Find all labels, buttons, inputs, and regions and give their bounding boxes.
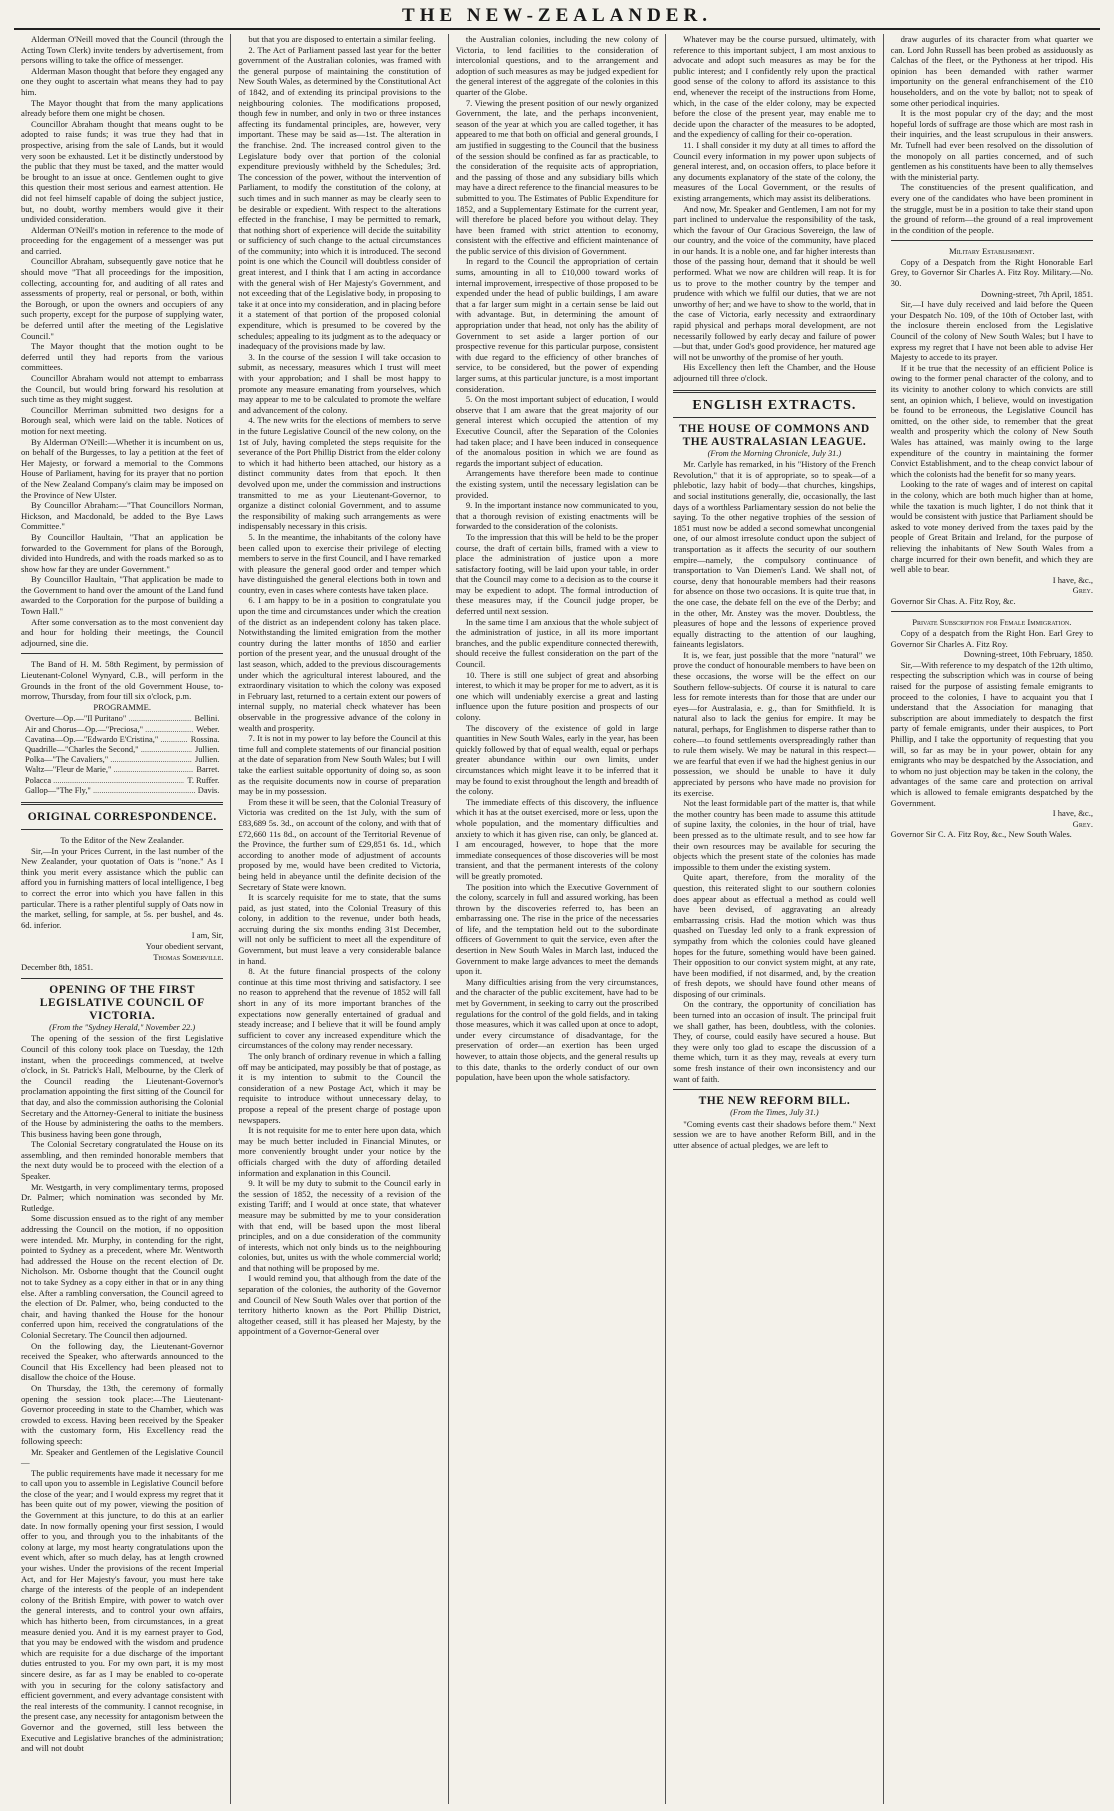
- programme-item: Overture—Op.—"Il Puritano" ..... Bellini.: [25, 714, 219, 724]
- article-paragraph: 3. In the course of the session I will take occasion to submit, as necessary, measures which I trust will meet with your approbation; and I shall be most happy to promote any measure emanating from yourselves, which may appear to me to be calculated to promote the welfare and advancement of the colony.: [238, 351, 441, 415]
- article-paragraph: The Mayor thought that the motion ought to be deferred until they had reports from the various committees.: [21, 341, 224, 373]
- article-paragraph: The only branch of ordinary revenue in which a falling off may be anticipated, may possibly be that of postage, as it is my intention to submit to the Council the consideration of a new Postage Act, which it may be requisite to introduce without unnecessary delay, to propose a repeal of the present charge of postage upon newspapers.: [238, 1051, 441, 1125]
- section-heading: ORIGINAL CORRESPONDENCE.: [27, 811, 217, 824]
- despatch-date: Downing-street, 7th April, 1851.: [980, 288, 1094, 299]
- article-paragraph: Alderman O'Neill's motion in reference to the mode of proceeding for the engagement of a messenger was put and carried.: [21, 224, 224, 256]
- programme-item: Polacca ..... T. Ruffer.: [25, 776, 219, 786]
- article-paragraph: but that you are disposed to entertain a similar feeling.: [248, 34, 436, 44]
- despatch-intro: Copy of a Despatch from the Right Honorable Earl Grey, to Governor Sir Charles A. Fitz Roy. Military.—No. 30.: [890, 256, 1094, 289]
- programme-item: Polka—"The Cavaliers," ..... Jullien.: [25, 755, 219, 765]
- article-paragraph: 6. I am happy to be in a position to congratulate you upon the time and circumstances under which the creation of the district as an independent colony has taken place. Notwithstanding the limited emigration from the mother country during the latter months of 1850 and earlier portion of the present year, and the unusual drought of the last season, which, added to the previous discouragements under which the agricultural interest laboured, and the extraordinary visitation to which the colony was exposed in February last, returned to a certain extent our powers of internal supply, no material check whatever has been observable in the progressive advance of the colony in wealth and prosperity.: [238, 595, 441, 733]
- article-paragraph: Councillor Abraham would not attempt to embarrass the Council, but would bring forward his resolution at such time as they might suggest.: [21, 373, 224, 405]
- letter-signature: Thomas Somerville.: [153, 951, 224, 962]
- article-paragraph: Alderman Mason thought that before they engaged any one they ought to ascertain what means they had to pay him.: [21, 65, 224, 97]
- article-paragraph: By Councillor Haultain, "That application be made to the Government to hand over the amount of the Land fund awarded to the Corporation for the purpose of building a Town Hall.": [21, 574, 224, 617]
- divider: [21, 802, 223, 805]
- article-paragraph: On Thursday, the 13th, the ceremony of formally opening the session took place:—The Lieutenant-Governor proceeding in state to the Chamber, which was crowded to excess. Having been received by the Speaker with the customary form, His Excellency read the following speech:: [21, 1382, 224, 1446]
- article-paragraph: From these it will be seen, that the Colonial Treasury of Victoria was credited on the 1st July, with the sum of £83,689 5s. 3d., on account of the colony, and with that of £72,660 11s 8d., on account of the Territorial Revenue of the Province, the further sum of £29,851 6s. 1d., which according to another mode of adjustment of accounts proposed by me, would have been credited to Victoria, being held in abeyance until the definite decision of the Secretary of State were known.: [238, 796, 441, 892]
- despatch-recipient: Governor Sir C. A. Fitz Roy, &c., New South Wales.: [890, 829, 1072, 840]
- article-paragraph: It is the most popular cry of the day; and the most hopeful lords of suffrage are those which are most rash in their inquiries, and the least scrupulous in their answers. Mr. Tufnell had ever been resolved on the dissolution of the monopoly on all parties concerned, and of such gentlemen as his constituents have been to ally themselves with the ministerial party.: [890, 108, 1094, 182]
- column-3: [449, 34, 666, 1804]
- despatch-close: I have, &c.,: [1052, 808, 1094, 819]
- article-paragraph: I would remind you, that although from the date of the separation of the colonies, the authority of the Governor and Council of New South Wales over that portion of the territory hitherto known as the Port Phillip District, altogether ceased, still it has pleased her Majesty, by the appointment of a Governor-General over: [238, 1273, 441, 1337]
- source-line: (From the Times, July 31.): [730, 1108, 819, 1118]
- programme-item: Air and Chorus—Op.—"Preciosa," ..... Weber.: [25, 725, 219, 735]
- section-heading: Private Subscription for Female Immigration.: [912, 617, 1072, 628]
- article-heading: THE NEW REFORM BILL.: [698, 1095, 851, 1108]
- columns: [14, 34, 1100, 1804]
- article-paragraph: 5. In the meantime, the inhabitants of the colony have been called upon to exercise their privilege of electing members to serve in the first Council, and I have remarked with pleasure the general good order and temper which have distinguished the general elections both in town and country, even in cases where contests have taken place.: [238, 531, 441, 595]
- article-heading: THE HOUSE OF COMMONS AND THE AUSTRALASIAN LEAGUE.: [679, 422, 870, 448]
- programme-item: Waltz—"Fleur de Marie," ..... Barret.: [25, 765, 219, 775]
- article-paragraph: To the impression that this will be held to be the proper course, the draft of certain bills, framed with a view to place the administration of justice upon a more satisfactory footing, will be laid upon your table, in order that the Council may come to a decision as to the course it may be expedient to adopt. The formal introduction of these measures may, if the Council judge proper, be deferred until next session.: [455, 531, 659, 617]
- article-paragraph: "Coming events cast their shadows before them." Next session we are to have another Reform Bill, and in the utter absence of actual pledges, we are left to: [673, 1118, 876, 1150]
- column-1: [14, 34, 231, 1804]
- article-paragraph: Mr. Speaker and Gentlemen of the Legislative Council—: [21, 1446, 224, 1468]
- article-paragraph: Looking to the rate of wages and of interest on capital in the colony, which are both much higher than at home, while the taxation is much lighter, I do not think that it would be consistent with justice that Parliament should be asked to vote money derived from the taxes paid by the people of Great Britain and Ireland, for the purpose of relieving the inhabitants of New South Wales from a charge incurred for their own benefit, and which they are well able to bear.: [890, 479, 1094, 575]
- divider: [21, 653, 223, 654]
- article-paragraph: Not the least formidable part of the matter is, that while the mother country has been made to assume this attitude of supine laxity, the colonies, in the hour of trial, have been pressed as to the ultimate result, and to see how far their own resources may be available for securing the objects which the present state of the colonies has made impossible to them under the existing system.: [673, 798, 876, 872]
- programme-item: Gallop—"The Fly," ..... Davis.: [25, 786, 219, 796]
- band-notice: The Band of H. M. 58th Regiment, by permission of Lieutenant-Colonel Wynyard, C.B., will perform in the Grounds in the front of the old Government House, to-morrow, Thursday, from four till six o'clock, p.m.: [21, 659, 224, 702]
- section-heading: Military Establishment.: [949, 246, 1035, 257]
- programme-label: PROGRAMME.: [93, 701, 151, 712]
- article-paragraph: On the contrary, the opportunity of conciliation has been turned into an occasion of insult. The principal fruit we shall gather, has been, doubtless, with the colonies. They, of course, could easily have secured a house. But they were only too glad to escape the discussion of a theme which, turn it as they may, reveals at every turn some fresh instance of their own inconsistency and our want of faith.: [673, 999, 876, 1084]
- article-paragraph: Whatever may be the course pursued, ultimately, with reference to this important subject, I am most anxious to advocate and adopt such measures as may be for the public interest; and I confidently rely upon the practical good sense of the colony to afford its assistance to this end, whenever the receipt of the instructions from Home, which, in the case of the elder colony, may be expected before the close of the present year, may enable me to decide upon the character of the measures to be adopted, and the expediency of calling for their co-operation.: [673, 34, 876, 140]
- article-paragraph: By Councillor Abraham:—"That Councillors Norman, Hickson, and Macdonald, be added to the Bye Laws Committee.": [21, 500, 224, 532]
- article-paragraph: 10. There is still one subject of great and absorbing interest, to which it may be proper for me to advert, as it is one which will undeniably exercise a great and lasting influence upon the future position and prospects of our colony.: [455, 669, 659, 722]
- divider: [891, 240, 1093, 241]
- article-paragraph: And now, Mr. Speaker and Gentlemen, I am not for my part inclined to undervalue the responsibility of the task, which the favour of Our Gracious Sovereign, the law of our country, and the voice of the community, have placed in our hands. It is a noble one, and far higher interests than those of the passing hour, demand that it should be well performed. What we now are children will reap. It is for us to prove to the mother country by the temper and prudence with which we fulfil our duties, that we are not unworthy of her; and we have to show to the world, that in the case of Victoria, early necessity and extraordinary rapid physical and perhaps moral development, are not necessarily followed by early decay and failure of power—but that, under God's good providence, her matured age will not be unworthy of the promise of her youth.: [673, 203, 876, 362]
- article-paragraph: By Councillor Haultain, "That an application be forwarded to the Government for plans of the Borough, divided into Hundreds, and with the roads marked so as to show how far they are under Government.": [21, 531, 224, 574]
- source-line: (From the "Sydney Herald," November 22.): [49, 1022, 196, 1032]
- article-paragraph: 11. I shall consider it my duty at all times to afford the Council every information in my power upon subjects of general interest, and, on occasion offers, to place before it any documents explanatory of the state of the colony, the measures of the Local Government, or the results of existing arrangements, which may assist its deliberations.: [673, 139, 876, 203]
- article-paragraph: Many difficulties arising from the very circumstances, and the character of the public excitement, have had to be met by Government, in seeking to carry out the proscribed regulations for the control of the gold fields, and in taking those measures, which it was called upon at once to adopt, under every circumstance of disadvantage, for the preservation of order—an exertion has been urged however, to attain those objects, and the general results up to this date, thanks to the orderly conduct of our own population, have been upon the whole satisfactory.: [455, 976, 659, 1083]
- article-paragraph: The position into which the Executive Government of the colony, scarcely in full and assured working, has been thrown by the discoveries referred to, has been an embarrassing one. The rise in the price of the necessaries of life, and the temptation held out to the subordinate officers of Government to quit the service, even after the desertion in New South Wales in March last, induced the Government to make large advances to meet the demands upon it.: [455, 881, 659, 977]
- article-paragraph: Councillor Merriman submitted two designs for a Borough seal, which were laid on the table. Notices of motion for next meeting.: [21, 404, 224, 436]
- despatch-recipient: Governor Sir Chas. A. Fitz Roy, &c.: [890, 595, 1016, 606]
- article-paragraph: Arrangements have therefore been made to continue the existing system, until the necessary legislation can be provided.: [455, 468, 659, 500]
- article-paragraph: 4. The new writs for the elections of members to serve in the future Legislative Council of the new colony, on the 1st of July, having completed the steps requisite for the severance of the Port Phillip District from the elder colony to which it had hitherto been attached, our history as a distinct community dates from that epoch. It then devolved upon me, under the commission and instructions transmitted to me as your Lieutenant-Governor, to organize a distinct colonial Government, and to assume the responsibility of making such arrangements as were indispensably necessary in this crisis.: [238, 415, 441, 532]
- despatch-intro: Copy of a despatch from the Right Hon. Earl Grey to Governor Sir Charles A. Fitz Roy.: [890, 628, 1094, 649]
- letter-body: Sir,—In your Prices Current, in the last number of the New Zealander, your quotation of Oats is "none." As I think you merit every assistance which the public can afford you in furnishing matters of local intelligence, I beg to correct the error into which you have fallen in this particular. There is a rather plentiful supply of Oats now in the market, selling, for sample, at 5s. per bushel, and 4s. 6d. inferior.: [21, 845, 224, 930]
- article-paragraph: The constituencies of the present qualification, and every one of the candidates who have been prominent in the struggle, must be in a position to take their stand upon the ground of reform—the ground of a real improvement in the condition of the people.: [890, 182, 1094, 235]
- letter-close: I am, Sir,: [191, 930, 224, 941]
- letter-close: Your obedient servant,: [145, 940, 224, 951]
- letter-address: To the Editor of the New Zealander.: [60, 835, 185, 846]
- article-paragraph: draw augurles of its character from what quarter we can. Lord John Russell has been probed as assiduously as Calchas of the fleet, or the Pythoness at her tripod. His opinion has been demanded with rather warmer importunity on the general enfranchisement of the £10 householders, and on the vote by ballot; not to speak of some other periodical inquiries.: [890, 34, 1094, 108]
- article-paragraph: Mr. Westgarth, in very complimentary terms, proposed Dr. Palmer; which nomination was seconded by Mr. Rutledge.: [21, 1181, 224, 1213]
- article-paragraph: By Alderman O'Neill:—Whether it is incumbent on us, on behalf of the Burgesses, to lay a petition at the feet of Her Majesty, or forward a memorial to the Commons House of Parliament, having for its prayer that no portion of the New Zealand Company's claim may be imposed on the Province of New Ulster.: [21, 436, 224, 500]
- article-paragraph: It is, we fear, just possible that the more "natural" we prove the conduct of honourable members to have been on these occasions, the worse will be the effect on our Southern fellow-subjects. Of course it is natural to care less for remote interests than for those that are under our eyes—for Australasia, e. g., than for Smithfield. It is natural also to lack the genius for empire. It may be natural, perhaps, for Englishmen to disperse rather than to cohere—to found settlements overspreadingly rather than to rule them wisely. We may be natural in this respect—we are fearful that even if we had the highest genius in our possession, we should be unable to have it duly appreciated by persons who have made no provision for its exercise.: [673, 649, 876, 798]
- article-paragraph: The public requirements have made it necessary for me to call upon you to assemble in Legislative Council before the close of the year; and I would express my regret that it has been quite out of my power, viewing the position of the Government at this juncture, to do this at an earlier date. In now formally opening your first session, I would offer to you, and through you to the inhabitants of the colony at large, my most hearty congratulations upon the event which, after so much delay, has at length crowned your wishes. Under the provisions of the recent Imperial Act, and for Her Majesty's favour, you must here take charge of the interests of the people of an independent colony of the British Empire, with power to watch over the general interests, and to control your own affairs, which has hitherto been, from circumstances, in a great measure denied you. And it is my earnest prayer to God, that you may be endowed with the wisdom and prudence which are requisite for a due discharge of the important duties entrusted to you. For my own part, it is my most sincere desire, as far as I may be enabled to co-operate with you in securing for the colony satisfactory and efficient government, and every advantage consistent with the real interests of the community. I cannot recognise, in the present case, any necessity for antagonism between the Governor and the governed, still less between the Executive and Legislative branches of the administration; and will not doubt: [21, 1467, 224, 1754]
- divider: [673, 417, 875, 418]
- article-paragraph: The Colonial Secretary congratulated the House on its assembling, and then reminded honorable members that the next duty would be to proceed with the election of a Speaker.: [21, 1139, 224, 1182]
- article-paragraph: Quite apart, therefore, from the morality of the question, this reiterated slight to our southern colonies does appear about as effectual a method as could well have been devised, of aggravating an already embarrassing crisis. Had the motion which was thus quashed on Tuesday led only to a frank expression of sympathy from which the colonies could have gleaned hopes for the future, something would have been gained. Their opposition to our convict system might, at any rate, have been modified, if not disarmed, and, by the creation of fresh depots, we should have found other means of disposing of our criminals.: [673, 872, 876, 999]
- programme-list: [21, 714, 223, 796]
- article-paragraph: It is not requisite for me to enter here upon data, which may be much better included in Financial Minutes, or more conveniently brought under your notice by the officials charged with the duty of affording detailed information and explanation in this Council.: [238, 1125, 441, 1178]
- article-paragraph: Alderman O'Neill moved that the Council (through the Acting Town Clerk) invite tenders by advertisement, from persons willing to take the office of messenger.: [21, 34, 224, 66]
- article-paragraph: 9. In the important instance now communicated to you, that a thorough revision of existing enactments will be forwarded to the consideration of the colonists.: [455, 500, 659, 532]
- divider: [21, 978, 223, 979]
- column-5: [884, 34, 1100, 1804]
- article-paragraph: The opening of the session of the first Legislative Council of this colony took place on Tuesday, the 12th instant, when the proceedings commenced, at twelve o'clock, in St. Patrick's Hall, Melbourne, by the Clerk of the Council reading the Lieutenant-Governor's proclamation appointing the first sitting of the Council for that day, and also the commission authorising the Colonial Secretary and the Attorney-General to initiate the business of the House by administering the oaths to the members. This business having been gone through,: [21, 1033, 224, 1139]
- column-2: [231, 34, 448, 1804]
- divider: [21, 829, 223, 830]
- letter-date: December 8th, 1851.: [21, 962, 94, 973]
- programme-item: Quadrille—"Charles the Second," ..... Jullien.: [25, 745, 219, 755]
- divider: [673, 1089, 875, 1090]
- article-paragraph: The Mayor thought that from the many applications already before them one might be chosen.: [21, 97, 224, 119]
- source-line: (From the Morning Chronicle, July 31.): [707, 448, 842, 458]
- despatch-signature: Grey.: [1072, 585, 1094, 596]
- divider: [673, 390, 875, 393]
- article-paragraph: Mr. Carlyle has remarked, in his "History of the French Revolution," that it is of appropriate, so to speak—of a phlebotic, lazy habit of body—that churches, kingships, and social institutions generally, die, occasionally, the last days of a worthless Parliamentary session do not belie the saying. To the other negative trophies of the session of 1851 must now be added a second somewhat uncongenial one, of our almost irresolute conduct upon the subject of transportation as it affects the security of our southern empire—namely, the compulsory continuance of transportation to Van Diemen's Land. We shall not, of course, deny that honourable members had their reasons for absence on those two occasions. It is quite true that, in the one case, the debate fell on the eve of the Derby; and in the other, Mr. Anstey was the mover. Doubtless, the pleasures of hope and the lessons of experience proved equally distracting to the attention of our laughing, faineants legislators.: [673, 459, 876, 650]
- article-paragraph: Sir,—With reference to my despatch of the 12th ultimo, respecting the subscription which was in course of being raised for the purpose of assisting female emigrants to proceed to the colonies, I have to acquaint you that I understand that the Association for managing that subscription are about immediately to despatch the first party of female emigrants, under their auspices, to Port Phillip, and I take the opportunity of requesting that you will, so far as may be in your power, obtain for any emigrants who may be despatched by the Association, and to whom no just objection may be taken in the colony, the advantages of the same care and protection on arrival which is allowed to female emigrants despatched by the Government.: [890, 659, 1094, 808]
- article-paragraph: 7. Viewing the present position of our newly organized Government, the late, and the perhaps inconvenient, season of the year at which you are called together, it has appeared to me that both on official and general grounds, I am justified in suggesting to the Council that the business of the session should be confined as far as practicable, to the consideration of the requisite acts of appropriation, and the passing of those and any subsidiary bills which may have a direct reference to the financial measures to be submitted to you. The Estimates of Public Expenditure for 1852, and a Supplementary Estimate for the current year, will therefore be placed before you without delay. They have been framed with strict attention to economy, consistent with the effective and efficient maintenance of the public service of this division of Government.: [455, 97, 659, 256]
- divider: [891, 611, 1093, 612]
- article-paragraph: Councillor Abraham, subsequently gave notice that he should move "That all proceedings for the imposition, collecting, accounting for, and auditing of all rates and assessments of property, real or personal, or both, within the Borough, or upon the owners and occupiers of any such property, except for the purpose of supplying water, be deferred until after the meeting of the Legislative Council.": [21, 256, 224, 341]
- article-paragraph: Councillor Abraham thought that means ought to be adopted to raise funds; it was true they had that in prospective, arising from the sale of Lands, but it would very soon be exhausted. Let it be distinctly understood by the public that they must be taxed, and the matter would be brought to an issue at once. Gentlemen ought to give this question their most serious and earnest attention. He did not feel himself capable of doing the subject justice, but, no doubt, worthy members would give it their undivided consideration.: [21, 118, 224, 225]
- programme-item: Cavatina—Op.—"Edwardo E'Cristina," ..... Rossina.: [25, 735, 219, 745]
- section-heading: OPENING OF THE FIRST LEGISLATIVE COUNCIL OF VICTORIA.: [39, 983, 205, 1022]
- article-paragraph: The discovery of the existence of gold in large quantities in New South Wales, early in the year, has been quickly followed by that of equal wealth, equal or perhaps greater abundance within our own limits, under circumstances which might leave it to be inferred that it may be found to exist throughout the length and breadth of the colony.: [455, 722, 659, 797]
- article-paragraph: 5. On the most important subject of education, I would observe that I am aware that the great majority of our general interest which occupied the attention of my Executive Council, after the Separation of the Colonies had taken place; and I have been induced in consequence of the anomalous position in which we are found as regards the important subject of education.: [455, 394, 659, 468]
- section-heading: ENGLISH EXTRACTS.: [692, 397, 857, 413]
- masthead: THE NEW-ZEALANDER.: [14, 4, 1100, 30]
- article-paragraph: 9. It will be my duty to submit to the Council early in the session of 1852, the necessity of a revision of the existing Tariff; and I would at once state, that whatever measure may be submitted by me to your consideration with that end, will be based upon the most liberal principles, and on a due consideration of the community of interests, which not only binds us to the neighbouring colonies, but, unites us with the whole commercial world; and that nothing will be proposed by me.: [238, 1178, 441, 1273]
- article-paragraph: On the following day, the Lieutenant-Governor received the Speaker, who afterwards announced to the Council that His Excellency had been pleased not to disallow the choice of the House.: [21, 1340, 224, 1383]
- despatch-signature: Grey.: [1072, 818, 1094, 829]
- article-paragraph: His Excellency then left the Chamber, and the House adjourned till three o'clock.: [673, 362, 876, 383]
- article-paragraph: the Australian colonies, including the new colony of Victoria, to lend facilities to the consideration of intercolonial questions, and to the arrangement and adoption of such measures as may be judged expedient for the general interest of the aggregate of the colonies in this quarter of the Globe.: [455, 34, 659, 97]
- column-4: [666, 34, 883, 1804]
- article-paragraph: It is scarcely requisite for me to state, that the sums paid, as just stated, into the Colonial Treasury of this colony, in addition to the revenue, under both heads, accruing during the six months ending 31st December, will not only be sufficient to meet all the expenditure of Government, but must leave a very considerable balance in hand.: [238, 892, 441, 966]
- article-paragraph: After some conversation as to the most convenient day and hour for holding their meetings, the Council adjourned, sine die.: [21, 616, 224, 648]
- article-paragraph: If it be true that the necessity of an efficient Police is owing to the former penal character of the colony, and to its vicinity to another colony to which convicts are still sent, an opinion which, I believe, would on investigation be found to be erroneous, the Legislative Council has omitted, on the other side, to remember that the great wealth and prosperity which the colony of New South Wales has attained, was mainly owing to the large expenditure of the country in maintaining the former Convict Establishment, and to the cheap convict labour of which the colonists had the benefit for so many years.: [890, 362, 1094, 479]
- article-paragraph: 8. At the future financial prospects of the colony continue at this time most thriving and satisfactory. I see no reason to apprehend that the revenue of 1852 will fall short in any of its more important branches of the expectations now generally entertained of gradual and steady increase; and I believe that it will be found amply sufficient to cover any increased expenditure which the circumstances of the colony may render necessary.: [238, 966, 441, 1051]
- despatch-close: I have, &c.,: [1052, 574, 1094, 585]
- article-paragraph: In the same time I am anxious that the whole subject of the administration of justice, in all its more important branches, and the public expenditure connected therewith, should receive the fullest consideration on the part of the Council.: [455, 616, 659, 670]
- article-paragraph: In regard to the Council the appropriation of certain sums, amounting in all to £10,000 toward works of internal improvement, irrespective of those proposed to be expended under the head of public buildings, I am aware that a far larger sum might in a certain sense be laid out with advantage. But, in determining the amount of appropriation under that head, not only has the ability of Government to set aside a larger portion of our prospective revenue for this particular purpose, consistent with due regard to the efficiency of other branches of service, to be considered, but the power of expending larger sums, at this particular juncture, is a most important consideration.: [455, 256, 659, 394]
- article-paragraph: 7. It is not in my power to lay before the Council at this time full and complete statements of our financial position at the date of separation from New South Wales; but I will take the earliest suitable opportunity of doing so, as soon as the requisite documents now in course of preparation may be in my possession.: [238, 733, 441, 797]
- article-paragraph: The immediate effects of this discovery, the influence which it has at the outset exercised, more or less, upon the whole population, and the momentary difficulties and anxiety to which it has given rise, can only, be glanced at. I am encouraged, however, to hope that the more immediate consequences of those discoveries will be most transient, and that the permanent interests of the colony will be greatly promoted.: [455, 796, 659, 881]
- article-paragraph: Sir,—I have duly received and laid before the Queen your Despatch No. 109, of the 10th of October last, with the inclosure therein enclosed from the Legislative Council of the colony of New South Wales; but I have to express my regret that I have not been able to advise Her Majesty to accede to its prayer.: [890, 299, 1094, 363]
- article-paragraph: 2. The Act of Parliament passed last year for the better government of the Australian colonies, was framed with the general purpose of maintaining the constitution of New South Wales, as determined by the Constitutional Act of 1842, and of extending its principal provisions to the neighbouring colonies. The modifications proposed, though few in number, and only in two or three instances affecting its fundamental principles, are, however, very important. These may be said as—1st. The alteration in the franchise. 2nd. The increased control given to the Legislature body over that portion of the colonial expenditure previously withheld by the Schedules; 3rd. The concession of the power, without the intervention of Parliament, to modify the constitution of the colony, at such times and in such manner as may be clearly seen to be desirable or expedient. With respect to the alterations effected in the franchise, I may be permitted to remark, that nothing short of experience will decide the suitability or sufficiency of such change to the actual circumstances of the community; into which it is introduced. The second point is one which the Council will doubtless consider of great interest, and I think that I am acting in accordance with the general wish of Her Majesty's Government, and not exceeding that of the Legislative body, in proposing to take it at once into my consideration, and in placing before it a statement of that portion of the proposed colonial expenditure, which is presumed to be covered by the schedules; appealing to its judgment as to the adequacy or inadequacy of the provisions made by law.: [238, 44, 441, 352]
- article-paragraph: Some discussion ensued as to the right of any member addressing the Council on the motion, if no opposition were intended. Mr. Murphy, in contending for the right, pointed to Sydney as a precedent, where Mr. Wentworth had addressed the House on the recent election of Dr. Nicholson. Mr. Osborne thought that the Council ought not to take Sydney as a copy either in that or in any thing else. After a rambling conversation, the Council agreed to the election of Dr. Palmer, who, being conducted to the chair, and having thanked the House for the honour conferred upon him, received the congratulations of the Colonial Secretary. The Council then adjourned.: [21, 1213, 224, 1340]
- despatch-date: Downing-street, 10th February, 1850.: [963, 649, 1094, 660]
